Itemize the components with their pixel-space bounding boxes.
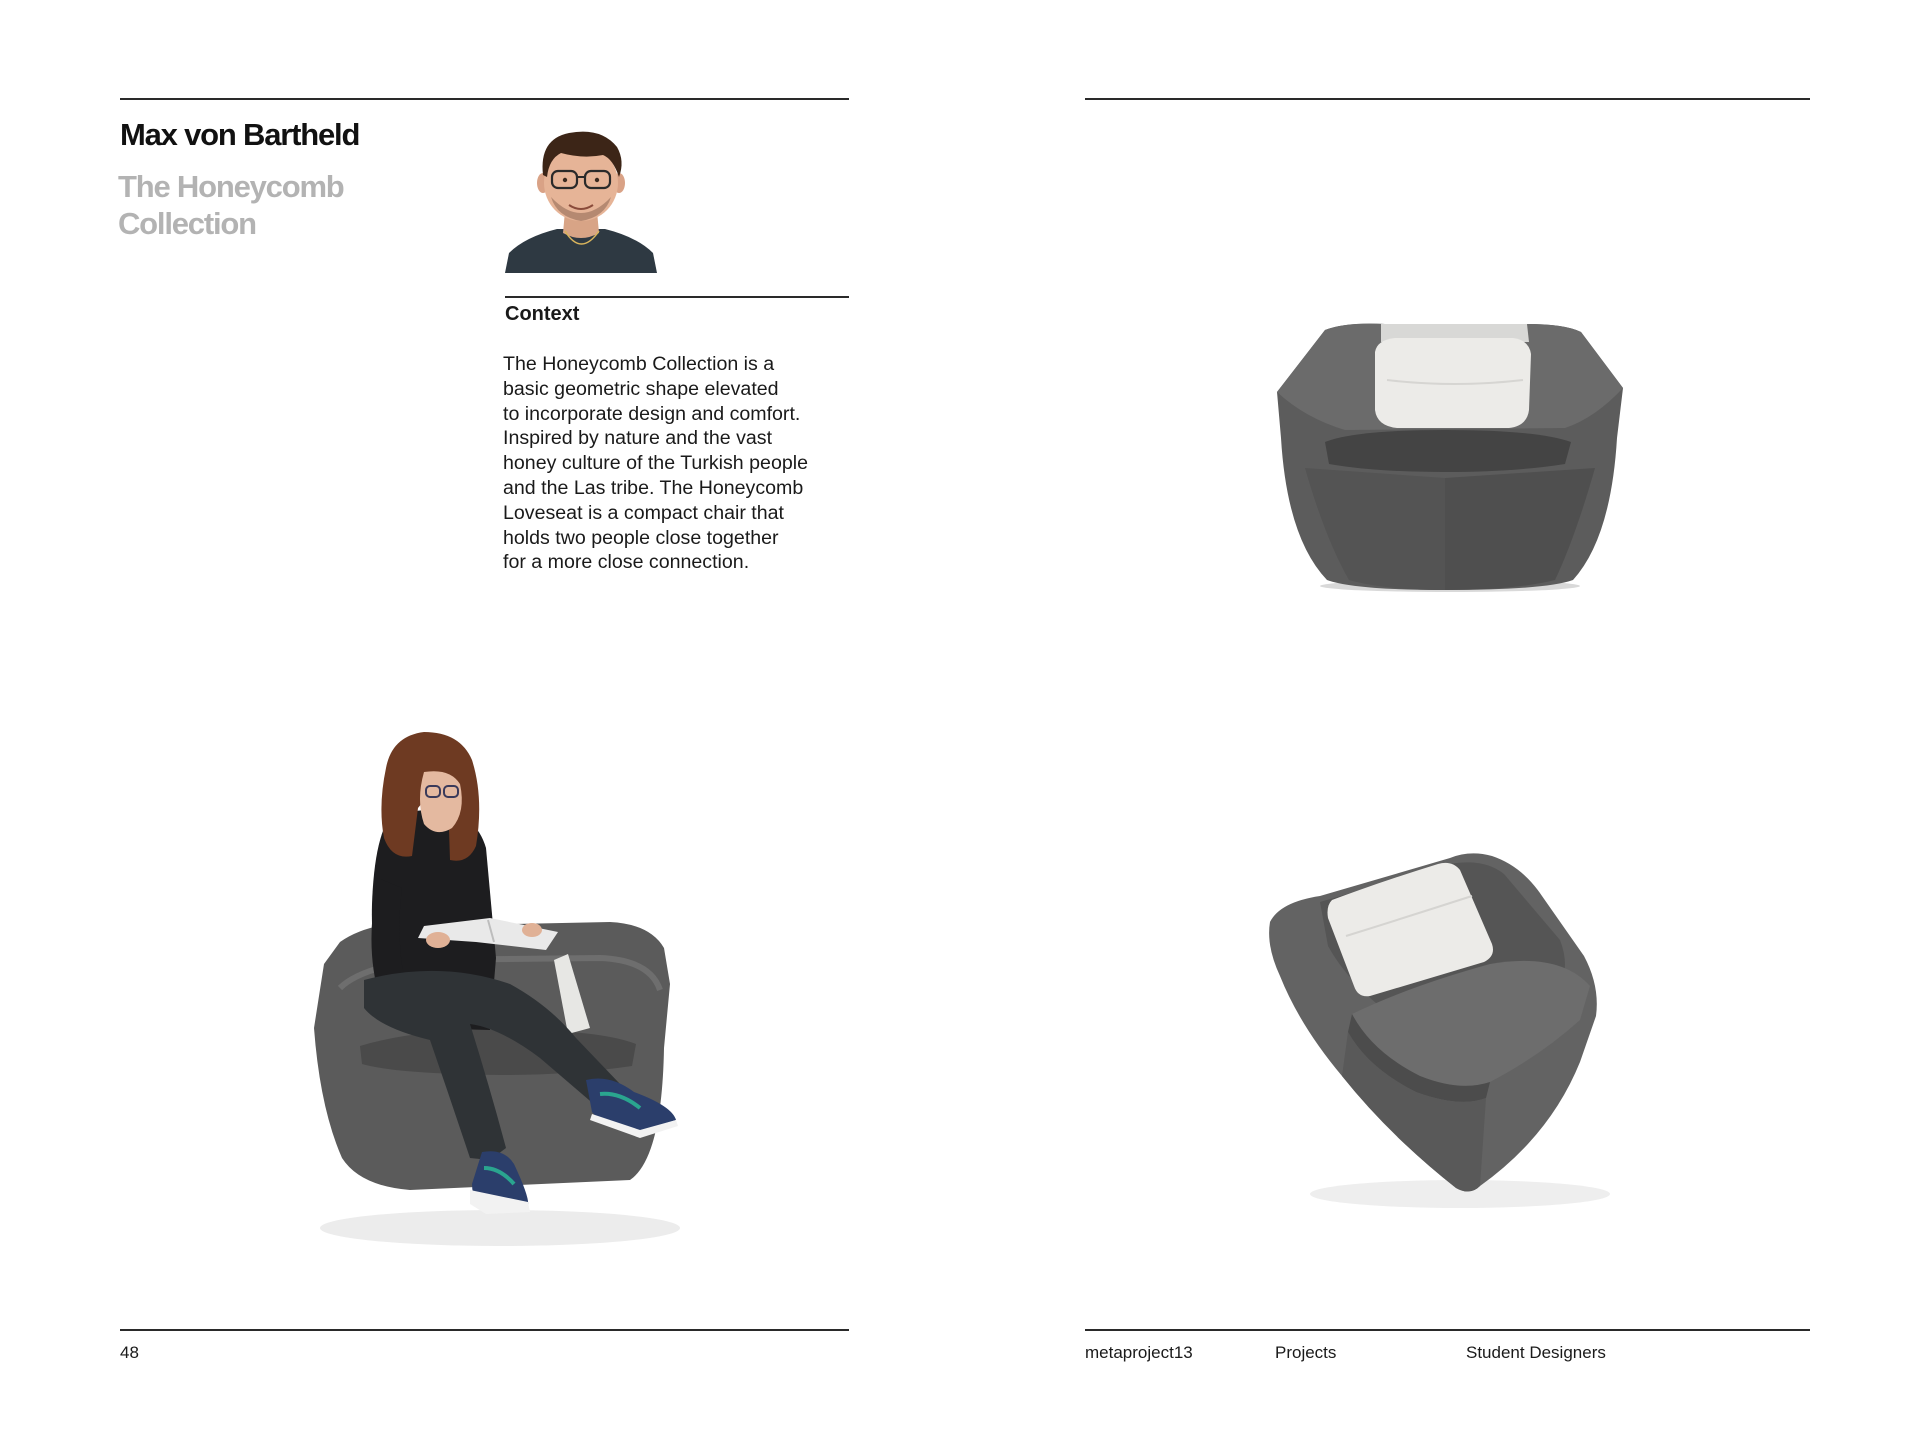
footer-section: Projects bbox=[1275, 1343, 1337, 1362]
context-line: The Honeycomb Collection is a bbox=[503, 353, 775, 375]
context-line: basic geometric shape elevated bbox=[503, 377, 779, 400]
person-on-chair-photo bbox=[300, 728, 710, 1248]
footer-subsection: Student Designers bbox=[1466, 1343, 1606, 1362]
context-line: for a more close connection. bbox=[503, 551, 750, 574]
context-line: Inspired by nature and the vast bbox=[503, 427, 773, 450]
chair-front-view-photo bbox=[1265, 318, 1635, 598]
context-line: Loveseat is a compact chair that bbox=[503, 501, 784, 524]
right-top-rule bbox=[1085, 98, 1810, 100]
context-body bbox=[503, 352, 843, 575]
project-title-line-1: The Honeycomb bbox=[118, 169, 344, 204]
footer-publication: metaproject13 bbox=[1085, 1343, 1193, 1362]
project-title bbox=[118, 168, 418, 242]
page-number: 48 bbox=[120, 1343, 139, 1362]
context-heading: Context bbox=[505, 303, 580, 325]
right-bottom-rule bbox=[1085, 1329, 1810, 1331]
context-line: to incorporate design and comfort. bbox=[503, 402, 801, 425]
designer-portrait bbox=[505, 125, 657, 273]
project-title-line-2: Collection bbox=[118, 206, 256, 241]
left-bottom-rule bbox=[120, 1329, 849, 1331]
context-line: and the Las tribe. The Honeycomb bbox=[503, 476, 804, 499]
chair-angled-view-photo bbox=[1260, 836, 1660, 1216]
context-line: honey culture of the Turkish people bbox=[503, 452, 808, 475]
context-line: holds two people close together bbox=[503, 526, 779, 549]
context-rule bbox=[505, 296, 849, 298]
designer-name: Max von Bartheld bbox=[120, 117, 360, 152]
left-top-rule bbox=[120, 98, 849, 100]
